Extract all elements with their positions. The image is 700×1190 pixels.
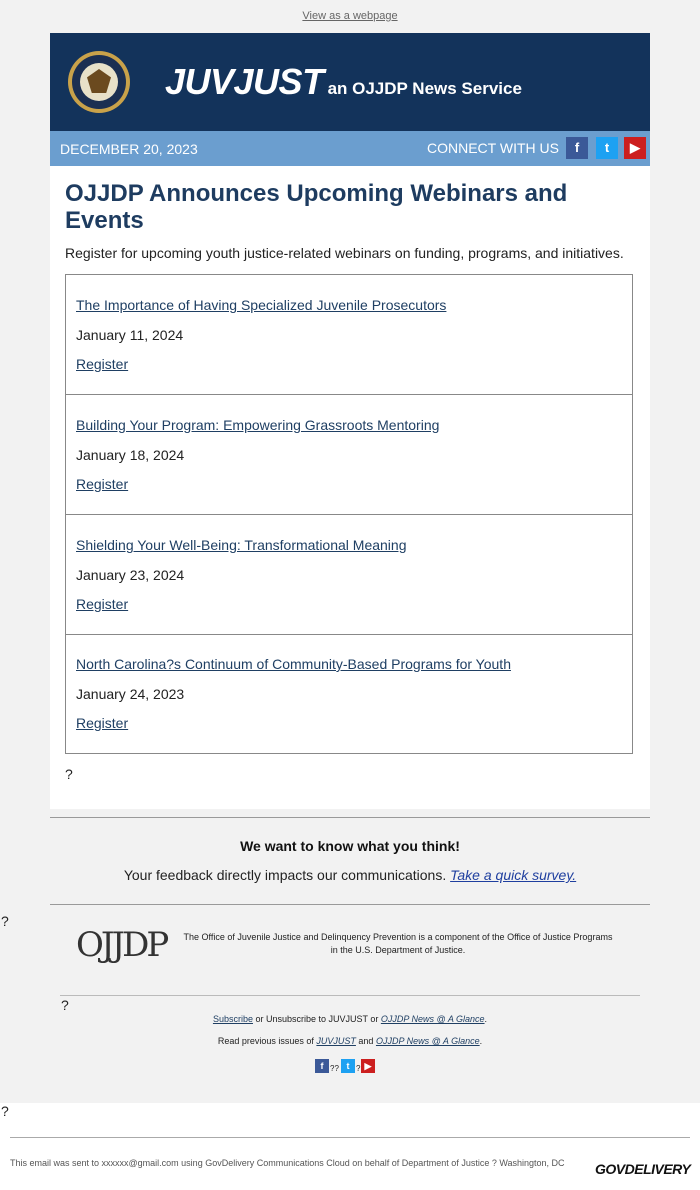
juvjust-archive-link[interactable]: JUVJUST: [316, 1036, 356, 1046]
divider: [60, 995, 640, 996]
brand-subtitle: an OJJDP News Service: [327, 79, 522, 98]
sent-to-text: This email was sent to xxxxxx@gmail.com using GovDelivery Communications Cloud on behalf of Department of Justice ? Washington, DC: [10, 1158, 565, 1168]
period: .: [479, 1036, 483, 1046]
ojjdp-logo: OJJDP: [76, 925, 167, 965]
survey-link[interactable]: Take a quick survey.: [450, 867, 577, 883]
event-date: January 11, 2024: [76, 327, 184, 343]
divider: [10, 1137, 690, 1138]
ojjdp-news-link[interactable]: OJJDP News @ A Glance: [380, 1014, 485, 1024]
events-list: [65, 274, 633, 754]
facebook-icon[interactable]: f: [566, 137, 588, 159]
issue-date: DECEMBER 20, 2023: [60, 141, 198, 157]
list-item: [66, 395, 632, 515]
list-item: [66, 275, 632, 395]
brand: [165, 61, 522, 103]
placeholder-char: ?: [1, 913, 9, 929]
placeholder-char: ?: [61, 997, 69, 1013]
list-item: [66, 515, 632, 635]
event-title-link[interactable]: The Importance of Having Specialized Juvenile Prosecutors: [76, 297, 447, 313]
register-link[interactable]: Register: [76, 356, 129, 372]
register-link[interactable]: Register: [76, 476, 129, 492]
divider: [50, 817, 650, 818]
event-date: January 24, 2023: [76, 686, 185, 702]
read-previous-line: [0, 1036, 700, 1046]
and-text: and: [355, 1036, 376, 1046]
subscribe-line: [0, 1014, 700, 1024]
event-title-link[interactable]: North Carolina?s Continuum of Community-Based Programs for Youth: [76, 656, 511, 672]
twitter-icon[interactable]: t: [341, 1059, 355, 1073]
brand-title: JUVJUST: [165, 61, 324, 102]
read-previous-text: Read previous issues of: [217, 1036, 317, 1046]
placeholder-char: ??: [330, 1064, 339, 1073]
date-bar: [50, 131, 650, 166]
connect-label: CONNECT WITH US: [427, 140, 559, 156]
event-title-link[interactable]: Shielding Your Well-Being: Transformational Meaning: [76, 537, 407, 553]
ojjdp-news-archive-link[interactable]: OJJDP News @ A Glance: [375, 1036, 480, 1046]
facebook-icon[interactable]: f: [315, 1059, 329, 1073]
govdelivery-logo: GOVDELIVERY: [595, 1161, 691, 1177]
list-item: [66, 634, 632, 753]
register-link[interactable]: Register: [76, 715, 129, 731]
feedback-description: Your feedback directly impacts our communications.: [123, 867, 447, 883]
ojjdp-description: The Office of Juvenile Justice and Delinquency Prevention is a component of the Office of Justice Programs in the U.S. Department of Justice.: [183, 932, 613, 955]
placeholder-char: ?: [1, 1103, 9, 1119]
event-date: January 18, 2024: [76, 447, 185, 463]
register-link[interactable]: Register: [76, 596, 129, 612]
intro-text: Register for upcoming youth justice-related webinars on funding, programs, and initiatives.: [65, 245, 624, 261]
event-title-link[interactable]: Building Your Program: Empowering Grassroots Mentoring: [76, 417, 440, 433]
email-header: [50, 33, 650, 131]
twitter-icon[interactable]: t: [596, 137, 618, 159]
feedback-text: [0, 867, 700, 883]
govdelivery-footer: [0, 1103, 700, 1190]
placeholder-char: ?: [65, 766, 73, 782]
placeholder-char: ?: [356, 1064, 361, 1073]
feedback-title: We want to know what you think!: [240, 838, 460, 854]
subscribe-text: or Unsubscribe to JUVJUST or: [252, 1014, 381, 1024]
subscribe-link[interactable]: Subscribe: [212, 1014, 253, 1024]
page-title: OJJDP Announces Upcoming Webinars and Events: [65, 180, 568, 234]
view-as-webpage-bar: [0, 10, 700, 22]
period: .: [484, 1014, 488, 1024]
doj-seal-icon: [68, 51, 130, 113]
youtube-icon[interactable]: ▶: [361, 1059, 375, 1073]
event-date: January 23, 2024: [76, 567, 185, 583]
view-as-webpage-link[interactable]: View as a webpage: [302, 10, 398, 22]
divider: [50, 904, 650, 905]
youtube-icon[interactable]: ▶: [624, 137, 646, 159]
main-content: [50, 166, 650, 809]
